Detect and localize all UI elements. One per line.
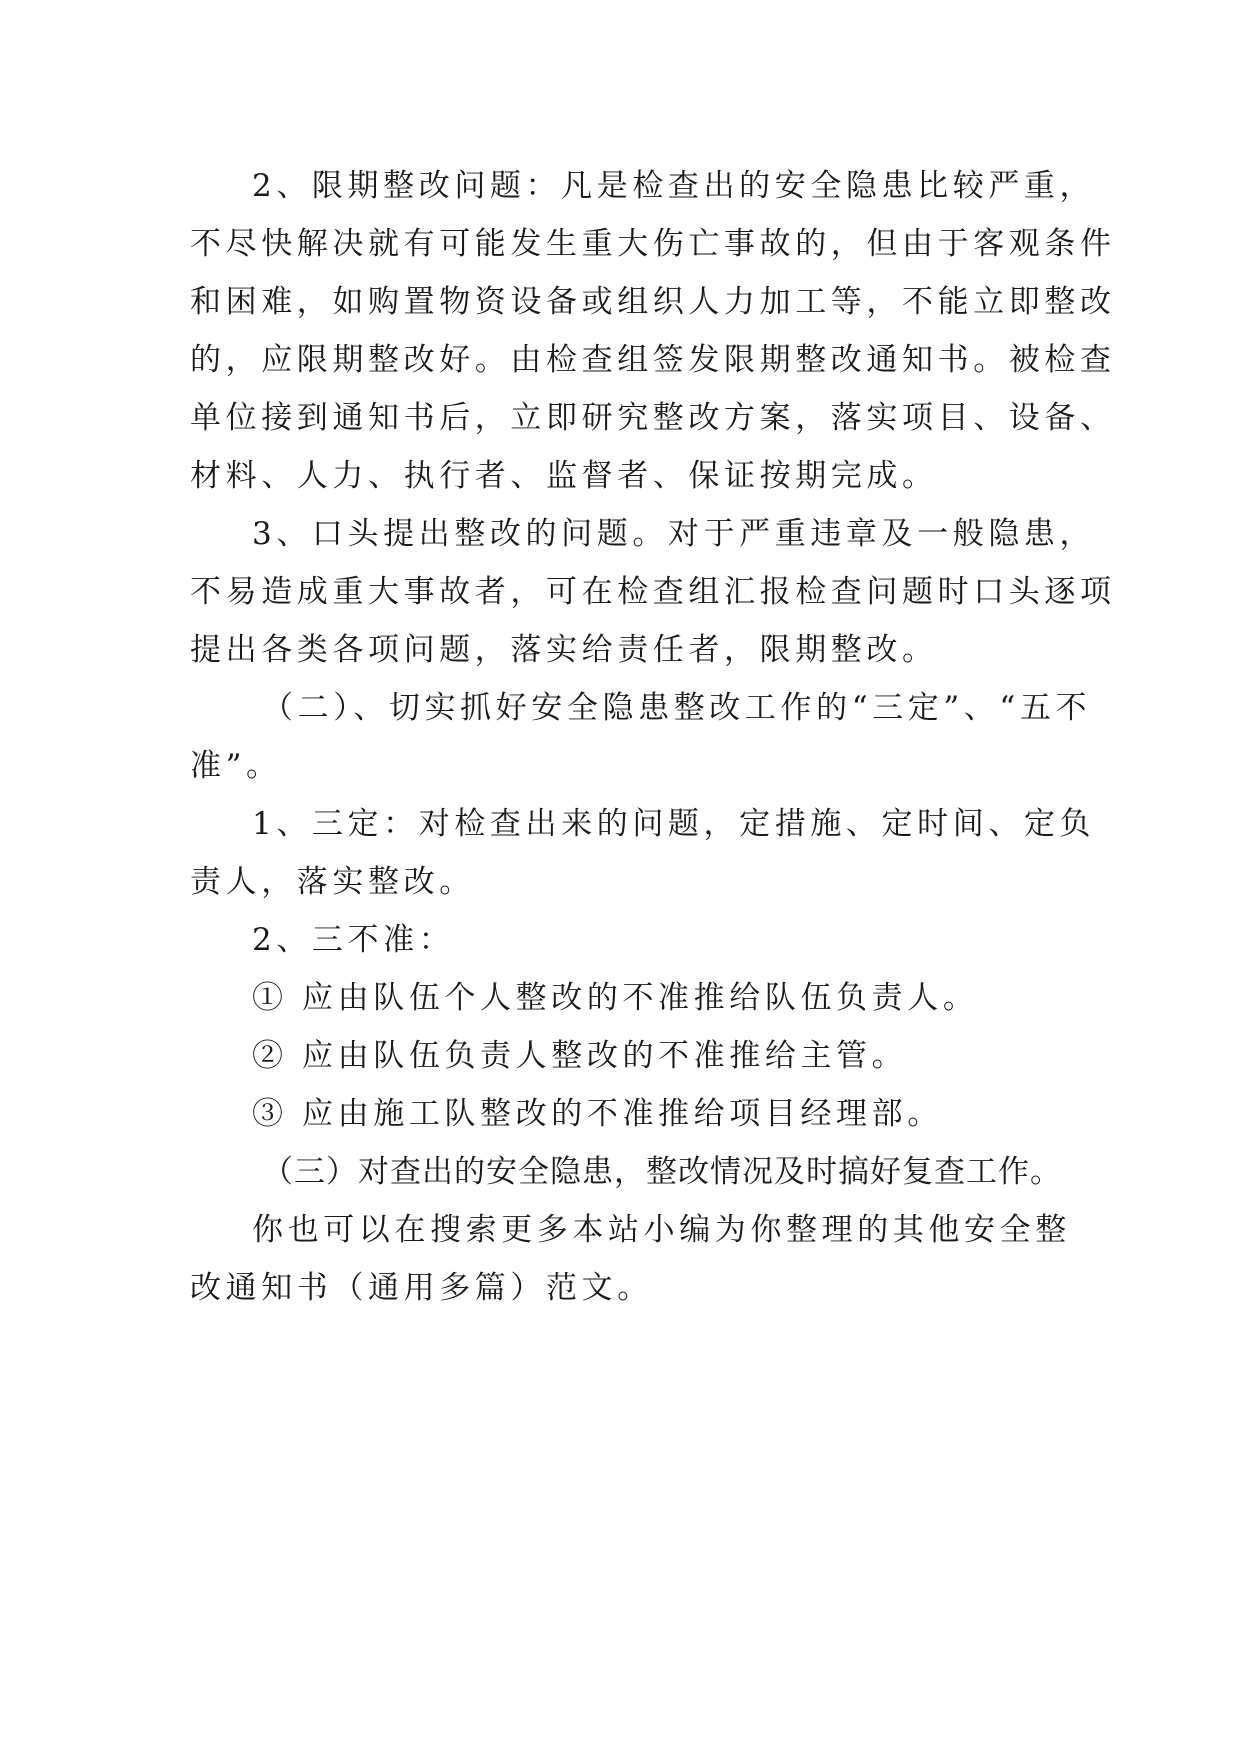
list-item: ③ 应由施工队整改的不准推给项目经理部。 bbox=[252, 1096, 943, 1132]
paragraph-line: 单位接到通知书后，立即研究整改方案，落实项目、设备、 bbox=[190, 400, 1116, 436]
paragraph-line: 3、口头提出整改的问题。对于严重违章及一般隐患， bbox=[252, 516, 1096, 552]
paragraph-line: 的，应限期整改好。由检查组签发限期整改通知书。被检查 bbox=[190, 342, 1116, 378]
paragraph-line: 你也可以在搜索更多本站小编为你整理的其他安全整 bbox=[252, 1212, 1071, 1248]
list-item: ② 应由队伍负责人整改的不准推给主管。 bbox=[252, 1038, 908, 1074]
paragraph-line: 2、限期整改问题：凡是检查出的安全隐患比较严重， bbox=[252, 168, 1096, 204]
list-item: ① 应由队伍个人整改的不准推给队伍负责人。 bbox=[252, 980, 979, 1016]
paragraph-line: 材料、人力、执行者、监督者、保证按期完成。 bbox=[190, 458, 938, 494]
section-heading-line: （三）对查出的安全隐患，整改情况及时搞好复查工作。 bbox=[262, 1154, 1062, 1190]
section-heading-line: （二）、切实抓好安全隐患整改工作的“三定”、“五不 bbox=[262, 690, 1092, 726]
paragraph-line: 不尽快解决就有可能发生重大伤亡事故的，但由于客观条件 bbox=[190, 226, 1116, 262]
paragraph-line: 不易造成重大事故者，可在检查组汇报检查问题时口头逐项 bbox=[190, 574, 1116, 610]
paragraph-line: 责人，落实整改。 bbox=[190, 864, 475, 900]
paragraph-line: 2、三不准： bbox=[252, 922, 455, 958]
paragraph-line: 改通知书（通用多篇）范文。 bbox=[190, 1270, 653, 1306]
paragraph-line: 1、三定：对检查出来的问题，定措施、定时间、定负 bbox=[252, 806, 1096, 842]
paragraph-line: 提出各类各项问题，落实给责任者，限期整改。 bbox=[190, 632, 938, 668]
section-heading-line: 准”。 bbox=[190, 748, 282, 784]
paragraph-line: 和困难，如购置物资设备或组织人力加工等，不能立即整改 bbox=[190, 284, 1116, 320]
